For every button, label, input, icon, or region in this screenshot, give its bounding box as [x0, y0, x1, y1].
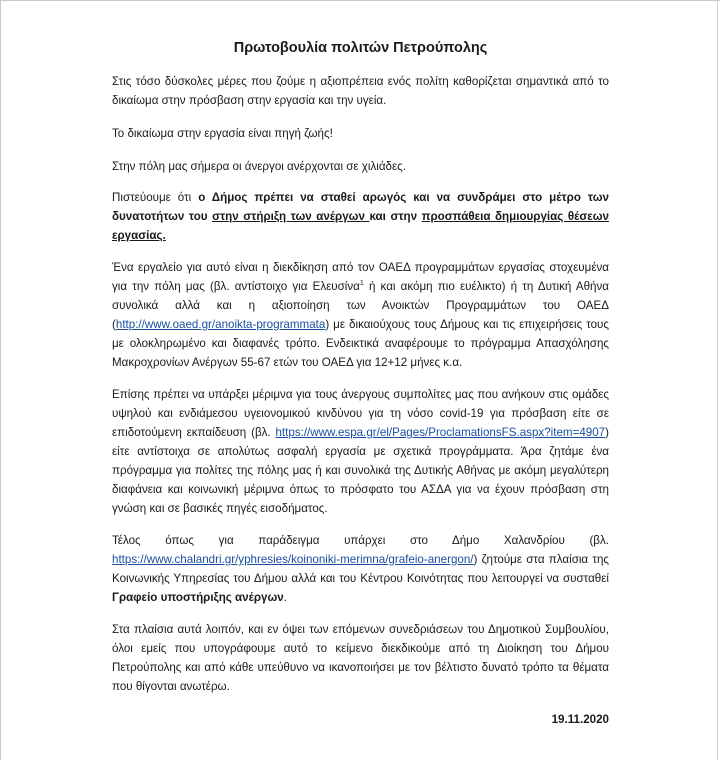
document-date: 19.11.2020	[551, 713, 609, 726]
paragraph-demands: Στα πλαίσια αυτά λοιπόν, και εν όψει των επόμενων συνεδριάσεων του Δημοτικού Συμβουλίου, όλοι εμείς που υπογράφουμε αυτό το κείμενο διεκδικούμε από τη Διοίκηση του Δήμου Πετρούπολης και από κάθε υπεύθυνο να ικανοποιήσει με τον βέλτιστο δυνατό τρόπο τα θέματα που θίγονται ανωτέρω.	[112, 623, 609, 693]
p4-underline-jobs: προσπάθεια δημιουργίας θέσεων εργασίας.	[112, 210, 609, 242]
p4-bold-and: και στην	[369, 210, 422, 223]
oaed-link[interactable]: http://www.oaed.gr/anoikta-programmata	[115, 318, 326, 331]
p7-text-d: .	[283, 591, 287, 604]
p4-underline-support: στην στήριξη των ανέργων	[212, 210, 370, 223]
page-border-right	[717, 0, 718, 760]
p5-text-b: ή και ακόμη πιο ευέλικτο) ή τη Δυτική Αθήνα συνολικά αλλά και η αξιοποίηση των Ανοικτών Προγραμμάτων του ΟΑΕΔ (	[112, 280, 609, 331]
p4-intro: Πιστεύουμε ότι	[112, 191, 199, 204]
paragraph-municipality-support	[112, 188, 609, 245]
paragraph-oaed-programs	[112, 258, 609, 372]
document-title: Πρωτοβουλία πολιτών Πετρούπολης	[233, 40, 488, 56]
paragraph-right-to-work: Το δικαίωμα στην εργασία είναι πηγή ζωής!	[112, 127, 333, 140]
footnote-marker: 1	[359, 280, 364, 288]
p7-text-a: Τέλος όπως για παράδειγμα υπάρχει στο Δήμο Χαλανδρίου (βλ.	[112, 534, 609, 547]
paragraph-covid-risk-groups	[112, 385, 609, 518]
p5-text-c: ) με δικαιούχους τους Δήμους και τις επιχειρήσεις τους με ολοκληρωμένο και διαφανές τρόπο. Ενδεικτικά αναφέρουμε το πρόγραμμα Απασχόλησης Μακροχρονίων Ανέργων 55-67 ετών του ΟΑΕΔ για 12+12 μήνες κ.α.	[112, 318, 609, 369]
document-page	[112, 0, 609, 729]
p6-text-a: Επίσης πρέπει να υπάρξει μέριμνα για τους άνεργους συμπολίτες μας που ανήκουν στις ομάδες υψηλού και ενδιάμεσου υγειονομικού κινδύνου για τη νόσο covid-19 για πρόσβαση είτε σε επιδοτούμενη εκπαίδευση (βλ.	[112, 388, 609, 439]
p7-text-b: ) ζητούμε στα πλαίσια της Κοινωνικής Υπηρεσίας του Δήμου αλλά και του Κέντρου Κοινότητας που λειτουργεί να συσταθεί	[112, 553, 609, 585]
p5-text-a: Ένα εργαλείο για αυτό είναι η διεκδίκηση από τον ΟΑΕΔ προγραμμάτων εργασίας στοχευμένα για την πόλη μας (βλ. αντίστοιχο για Ελευσίνα	[112, 261, 609, 293]
p7-bold-office: Γραφείο υποστήριξης ανέργων	[112, 591, 284, 604]
paragraph-unemployed-count: Στην πόλη μας σήμερα οι άνεργοι ανέρχονται σε χιλιάδες.	[112, 160, 406, 173]
p4-bold-text: ο Δήμος πρέπει να σταθεί αρωγός και να συνδράμει στο μέτρο των δυνατοτήτων του	[112, 191, 609, 223]
paragraph-dignity: Στις τόσο δύσκολες μέρες που ζούμε η αξιοπρέπεια ενός πολίτη καθορίζεται σημαντικά από το δικαίωμα στην πρόσβαση στην εργασία και την υγεία.	[112, 75, 609, 107]
paragraph-chalandri-example	[112, 531, 609, 607]
page-border-left	[0, 0, 1, 760]
chalandri-link[interactable]: https://www.chalandri.gr/yphresies/koinoniki-merimna/grafeio-anergon/	[112, 553, 474, 566]
p6-text-b: ) είτε αντίστοιχα σε απολύτως ασφαλή εργασία με σχετικά προγράμματα. Άρα ζητάμε ένα πρόγραμμα για πολίτες της πόλης μας ή και συνολικά της Δυτικής Αθήνας με ακόμη μεγαλύτερη διαφάνεια και κοινωνική μέριμνα όπως το πρόσφατο του ΑΣΔΑ για να έχουν πρόσβαση στη γνώση και σε βασικές πηγές εισοδήματος.	[112, 426, 609, 515]
espa-link[interactable]: https://www.espa.gr/el/Pages/ProclamationsFS.aspx?item=4907	[275, 426, 606, 439]
